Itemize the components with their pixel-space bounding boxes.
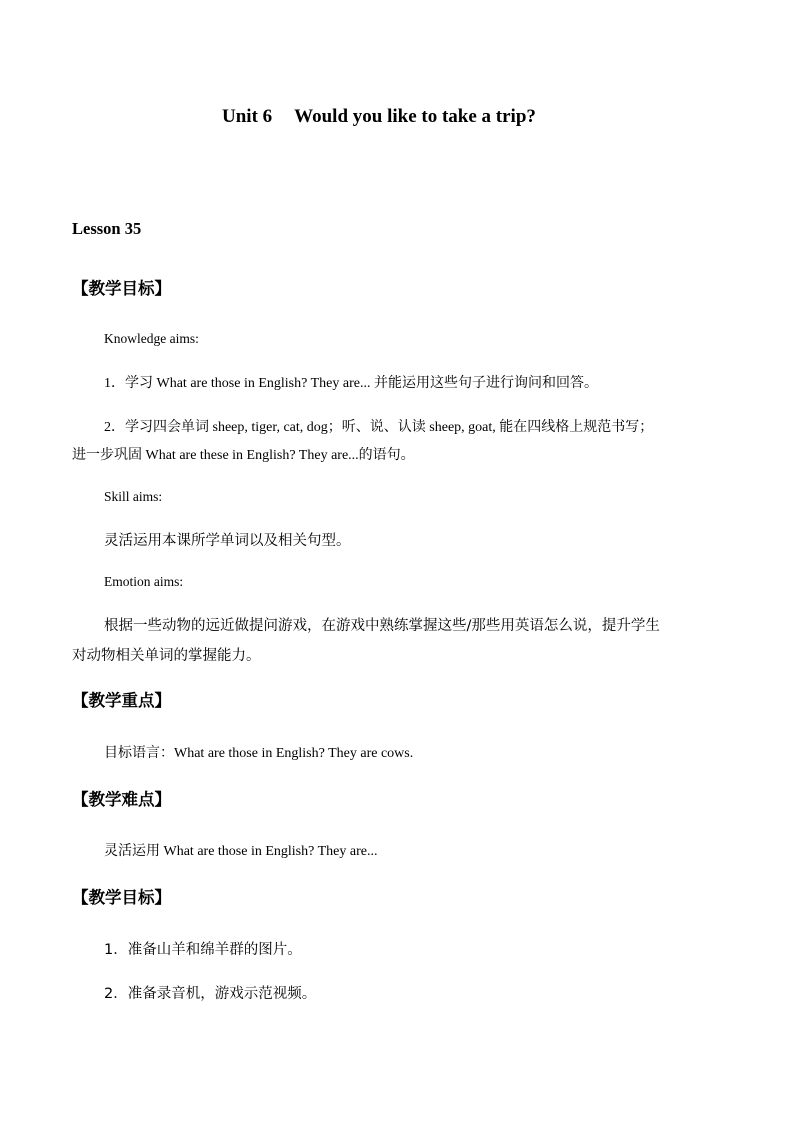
difficult-points-text: 灵活运用 What are those in English? They are... (104, 844, 378, 859)
knowledge-item-2-line-1: 2．学习四会单词 sheep, tiger, cat, dog；听、说、认读 sheep, goat, 能在四线格上规范书写； (104, 420, 654, 435)
knowledge-item-2-line-2: 进一步巩固 What are these in English? They are...的语句。 (72, 448, 415, 463)
skill-aims-text: 灵活运用本课所学单词以及相关句型。 (104, 533, 351, 549)
preparation-heading: 【教学目标】 (72, 888, 171, 907)
skill-aims-label: Skill aims: (104, 489, 163, 504)
key-points-text: 目标语言：What are those in English? They are cows. (104, 746, 414, 761)
emotion-aims-line-2: 对动物相关单词的掌握能力。 (72, 648, 261, 664)
knowledge-item-1: 1．学习 What are those in English? They are... 并能运用这些句子进行询问和回答。 (104, 376, 598, 391)
lesson-label: Lesson 35 (72, 219, 142, 238)
knowledge-aims-label: Knowledge aims: (104, 331, 199, 346)
difficult-points-heading: 【教学难点】 (72, 790, 171, 809)
key-points-heading: 【教学重点】 (72, 691, 171, 710)
title-unit: Unit 6 (222, 106, 273, 127)
title-text: Would you like to take a trip? (294, 106, 536, 127)
teaching-goals-heading: 【教学目标】 (72, 279, 171, 298)
emotion-aims-label: Emotion aims: (104, 574, 184, 589)
preparation-item-2: 2．准备录音机，游戏示范视频。 (104, 986, 317, 1002)
document-title (222, 106, 536, 128)
emotion-aims-line-1: 根据一些动物的远近做提问游戏，在游戏中熟练掌握这些/那些用英语怎么说，提升学生 (104, 618, 660, 634)
preparation-item-1: 1．准备山羊和绵羊群的图片。 (104, 942, 302, 958)
